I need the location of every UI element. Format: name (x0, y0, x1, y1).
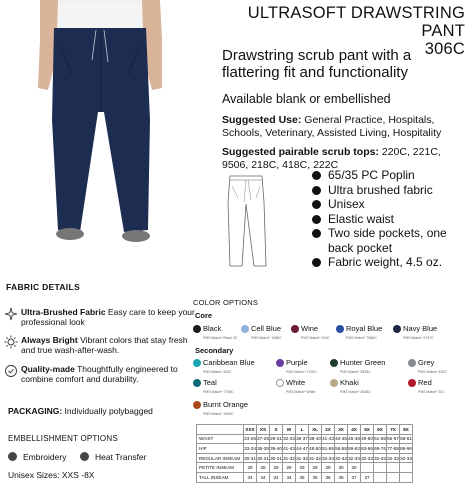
swatch-pms: PMS Match* 5535C (340, 370, 371, 374)
suggested-use-label: Suggested Use: (222, 114, 302, 126)
fabric-detail-bold: Ultra-Brushed Fabric (21, 307, 106, 317)
swatch-dot (193, 359, 201, 367)
unisex-sizes (8, 470, 94, 480)
table-cell: 23-26 (244, 434, 257, 444)
table-cell: 63-66 (361, 444, 374, 454)
fabric-detail-text: Thoughtfully engineered to combine comfort and durability. (21, 364, 178, 384)
table-cell: HIP (197, 444, 244, 454)
table-cell: REGULAR INSEAM (197, 453, 244, 463)
fabric-detail-text: Vibrant colors that stay fresh and true wash-after-wash. (21, 335, 188, 355)
sun-icon (4, 335, 18, 349)
table-cell: 35 (296, 472, 309, 482)
table-cell: 33-34 (244, 444, 257, 454)
swatch-dot (193, 379, 201, 387)
feature-item: Elastic waist (310, 212, 470, 227)
swatch-pms: PMS Match* 7686C (346, 336, 377, 340)
swatch-dot (276, 359, 284, 367)
fabric-detail-item (4, 364, 196, 384)
table-cell: 34 (244, 472, 257, 482)
table-cell (374, 463, 387, 473)
table-cell: XXS (244, 425, 257, 435)
table-cell: L (296, 425, 309, 435)
table-cell: 27-28 (257, 434, 270, 444)
table-cell: 58-61 (400, 434, 413, 444)
table-cell: WAIST (197, 434, 244, 444)
swatch-pms: PMS Match* 1605C (203, 412, 234, 416)
pant-line-drawing (216, 172, 296, 270)
swatch-name: Wine (301, 324, 319, 333)
swatch-name: White (286, 378, 306, 387)
swatch-pms: PMS Match* 2725C (286, 370, 317, 374)
swatch-dot (330, 359, 338, 367)
table-cell: PETITE INSEAM (197, 463, 244, 473)
table-cell (400, 463, 413, 473)
table-cell: 28 (257, 463, 270, 473)
table-cell: 37 (361, 472, 374, 482)
table-cell: 41-43 (322, 434, 335, 444)
fabric-detail-bold: Quality-made (21, 364, 75, 374)
fabric-detail-text: Easy care to keep your professional look (21, 307, 195, 327)
swatch-pms: PMS Match* 320C (203, 370, 232, 374)
fabric-detail-bold: Always Bright (21, 335, 78, 345)
table-row (197, 453, 413, 463)
table-row (197, 425, 413, 435)
table-cell: 8X (400, 425, 413, 435)
table-row (197, 434, 413, 444)
pairable-label: Suggested pairable scrub tops: (222, 146, 379, 158)
table-cell: 56-58 (335, 444, 348, 454)
swatch-name: Navy Blue (403, 324, 438, 333)
table-cell: XL (309, 425, 322, 435)
table-cell: 36 (335, 472, 348, 482)
table-cell: 59-62 (348, 444, 361, 454)
table-cell: 5X (361, 425, 374, 435)
packaging-text: Individually polybagged (64, 406, 153, 416)
table-cell: TALL INSEAM (197, 472, 244, 482)
table-cell: S (270, 425, 283, 435)
table-cell: XS (257, 425, 270, 435)
table-cell: 69-76 (374, 444, 387, 454)
table-cell: 51-55 (374, 434, 387, 444)
color-options-title: COLOR OPTIONS (193, 298, 259, 307)
table-cell: 51-55 (322, 444, 335, 454)
table-cell: 30 (335, 463, 348, 473)
swatch-dot (193, 325, 201, 333)
swatch-pms: PMS Match* 2767C (403, 336, 434, 340)
embellishment-title: EMBELLISHMENT OPTIONS (8, 434, 118, 443)
table-cell: 89-96 (400, 444, 413, 454)
table-cell: 48-50 (309, 444, 322, 454)
table-cell: 32-34 (283, 434, 296, 444)
swatch-pms: PMS Match* 4535U (340, 390, 371, 394)
suggested-use (222, 114, 467, 140)
swatch-name: Grey (418, 358, 435, 367)
table-cell: 56-57 (387, 434, 400, 444)
unisex-sizes-value: XXS -8X (61, 470, 95, 480)
size-chart (196, 424, 413, 483)
table-cell: 28 (244, 463, 257, 473)
swatch-name: Royal Blue (346, 324, 383, 333)
table-cell: 31-32 (296, 453, 309, 463)
feature-list (310, 168, 470, 270)
table-cell: 32-33 (387, 453, 400, 463)
table-cell: 32-33 (361, 453, 374, 463)
table-cell: 6X (374, 425, 387, 435)
swatch-dot (330, 379, 338, 387)
table-cell: 31-32 (309, 453, 322, 463)
feature-item: Unisex (310, 197, 470, 212)
swatch-name: Hunter Green (340, 358, 386, 367)
swatch-name: Red (418, 378, 432, 387)
swatch-pms: PMS Match* 7708C (203, 390, 234, 394)
product-photo (0, 0, 200, 262)
swatch-dot (241, 325, 249, 333)
table-cell: 32-33 (400, 453, 413, 463)
table-row (197, 444, 413, 454)
feature-item: Two side pockets, one back pocket (310, 226, 470, 255)
product-title-text: ULTRASOFT DRAWSTRING PANT (247, 4, 465, 40)
table-cell: 30-31 (257, 453, 270, 463)
table-cell: 30-31 (270, 453, 283, 463)
table-cell: 46-48 (348, 434, 361, 444)
swatch-dot (393, 325, 401, 333)
table-cell (400, 472, 413, 482)
table-cell: 29 (309, 463, 322, 473)
embellishment-option (8, 452, 66, 462)
sparkle-icon (4, 307, 18, 321)
swatch-name: Purple (286, 358, 308, 367)
swatch-pms: PMS Match* 7688C (251, 336, 282, 340)
table-cell: 38-40 (309, 434, 322, 444)
embellishment-label: Heat Transfer (95, 452, 147, 462)
secondary-colors-label: Secondary (195, 346, 234, 355)
table-cell: 49-50 (361, 434, 374, 444)
table-cell: 39-40 (270, 444, 283, 454)
table-cell: 44-45 (335, 434, 348, 444)
swatch-dot (408, 359, 416, 367)
unisex-sizes-label: Unisex Sizes: (8, 470, 60, 480)
bullet-icon (80, 452, 89, 461)
packaging-info (8, 406, 153, 416)
table-cell: 32-33 (374, 453, 387, 463)
table-cell (387, 463, 400, 473)
swatch-dot (336, 325, 344, 333)
table-cell: 29-31 (270, 434, 283, 444)
swatch-pms: PMS Match* 201 (418, 390, 445, 394)
table-cell: 29 (322, 463, 335, 473)
swatch-pms: PMS Match* 209C (301, 336, 330, 340)
table-cell: 32-33 (335, 453, 348, 463)
table-row (197, 463, 413, 473)
table-cell: 35-38 (257, 444, 270, 454)
table-cell (361, 463, 374, 473)
table-cell: 4X (348, 425, 361, 435)
table-cell: 34 (283, 472, 296, 482)
table-cell (387, 472, 400, 482)
availability-note: Available blank or embellished (222, 92, 391, 106)
table-cell: 30 (348, 463, 361, 473)
swatch-name: Black (203, 324, 222, 333)
table-cell: M (283, 425, 296, 435)
table-cell: 30-31 (244, 453, 257, 463)
table-cell: 37 (348, 472, 361, 482)
swatch-dot (408, 379, 416, 387)
packaging-label: PACKAGING: (8, 406, 63, 416)
table-cell: 36 (322, 472, 335, 482)
badge-icon (4, 364, 18, 378)
table-cell: 34 (257, 472, 270, 482)
table-cell (197, 425, 244, 435)
swatch-name: Khaki (340, 378, 359, 387)
swatch-pms: PMS Match* White (286, 390, 316, 394)
table-cell (374, 472, 387, 482)
table-cell: 77-88 (387, 444, 400, 454)
table-cell: 7X (387, 425, 400, 435)
swatch-dot (276, 379, 284, 387)
swatch-name: Burnt Orange (203, 400, 249, 409)
table-cell: 32-33 (348, 453, 361, 463)
swatch-pms: PMS Match* 430C (418, 370, 447, 374)
table-cell: 32-33 (322, 453, 335, 463)
table-cell: 41-43 (283, 444, 296, 454)
swatch-pms: PMS Match* Black 3C (203, 336, 238, 340)
table-cell: 29 (283, 463, 296, 473)
table-cell: 35 (309, 472, 322, 482)
bullet-icon (8, 452, 17, 461)
product-code: 306C (424, 40, 465, 58)
table-cell: 35-37 (296, 434, 309, 444)
swatch-name: Cell Blue (251, 324, 282, 333)
feature-item: Ultra brushed fabric (310, 183, 470, 198)
fabric-detail-item (4, 307, 196, 327)
fabric-detail-item (4, 335, 196, 355)
swatch-name: Teal (203, 378, 217, 387)
table-cell: 34 (270, 472, 283, 482)
fabric-details-title: FABRIC DETAILS (6, 282, 80, 292)
table-row (197, 472, 413, 482)
swatch-dot (193, 401, 201, 409)
product-subtitle: Drawstring scrub pant with a flattering fit and functionality (222, 47, 412, 81)
table-cell: 29 (296, 463, 309, 473)
table-cell: 31-32 (283, 453, 296, 463)
swatch-name: Caribbean Blue (203, 358, 255, 367)
suggested-use-text: General Practice, Hospitals, Schools, Veterinary, Assisted Living, Hospitality (222, 114, 442, 139)
swatch-dot (291, 325, 299, 333)
feature-item: Fabric weight, 4.5 oz. (310, 255, 470, 270)
table-cell: 3X (335, 425, 348, 435)
embellishment-label: Embroidery (23, 452, 67, 462)
pairable-text: 220C, 221C, 9506, 218C, 418C, 222C (222, 146, 441, 171)
table-cell: 29 (270, 463, 283, 473)
table-cell: 2X (322, 425, 335, 435)
feature-item: 65/35 PC Poplin (310, 168, 470, 183)
core-colors-label: Core (195, 311, 213, 320)
embellishment-option (80, 452, 147, 462)
table-cell: 44-47 (296, 444, 309, 454)
